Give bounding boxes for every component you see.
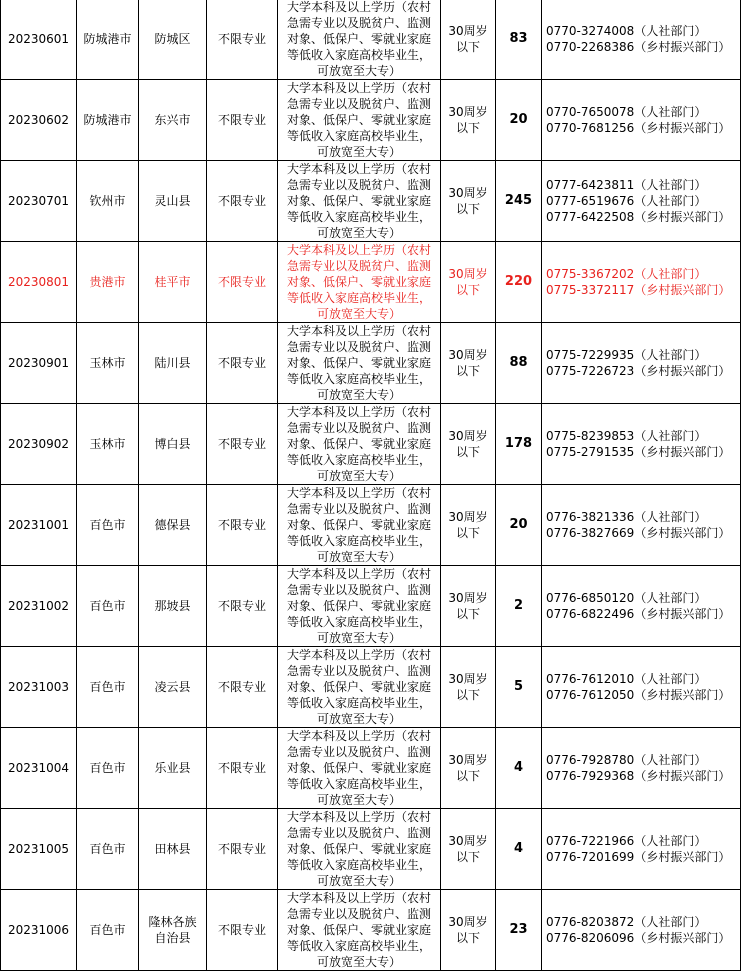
county-line: 隆林各族 xyxy=(148,915,197,929)
requirement-line: 等低收入家庭高校毕业生， xyxy=(286,615,431,629)
age-line: 以下 xyxy=(455,688,480,702)
county-cell xyxy=(139,485,207,566)
requirement-line: 对象、低保户、零就业家庭 xyxy=(286,437,431,451)
age-limit-cell xyxy=(441,242,496,323)
age-line: 30周岁 xyxy=(448,429,488,443)
contact-phones-cell xyxy=(542,404,741,485)
county-cell xyxy=(139,80,207,161)
headcount-cell: 88 xyxy=(496,323,542,404)
position-code-cell: 20230601 xyxy=(1,0,77,80)
contact-phone-line: 0777-6519676（人社部门） xyxy=(546,194,707,208)
requirement-line: 对象、低保户、零就业家庭 xyxy=(286,356,431,370)
age-limit-cell xyxy=(441,323,496,404)
county-cell xyxy=(139,566,207,647)
requirement-line: 大学本科及以上学历（农村 xyxy=(286,810,431,824)
contact-phone-line: 0770-7650078（人社部门） xyxy=(546,105,707,119)
age-limit-cell xyxy=(441,161,496,242)
age-line: 30周岁 xyxy=(448,510,488,524)
requirement-line: 急需专业以及脱贫户、监测 xyxy=(286,583,431,597)
contact-phone-line: 0776-7221966（人社部门） xyxy=(546,834,707,848)
contact-phones-cell xyxy=(542,890,741,971)
table-row xyxy=(1,809,741,890)
contact-phone-line: 0775-7229935（人社部门） xyxy=(546,348,707,362)
requirement-line: 急需专业以及脱贫户、监测 xyxy=(286,826,431,840)
contact-phone-line: 0776-7201699（乡村振兴部门） xyxy=(546,850,731,864)
contact-phone-line: 0775-3372117（乡村振兴部门） xyxy=(546,283,731,297)
requirement-line: 大学本科及以上学历（农村 xyxy=(286,486,431,500)
requirement-line: 对象、低保户、零就业家庭 xyxy=(286,680,431,694)
requirement-line: 急需专业以及脱贫户、监测 xyxy=(286,745,431,759)
major-cell: 不限专业 xyxy=(207,323,278,404)
requirement-line: 等低收入家庭高校毕业生， xyxy=(286,858,431,872)
contact-phone-line: 0776-7612050（乡村振兴部门） xyxy=(546,688,731,702)
requirement-line: 等低收入家庭高校毕业生， xyxy=(286,453,431,467)
requirement-line: 对象、低保户、零就业家庭 xyxy=(286,518,431,532)
city-cell: 玉林市 xyxy=(77,404,139,485)
requirement-line: 对象、低保户、零就业家庭 xyxy=(286,275,431,289)
contact-phone-line: 0776-6822496（乡村振兴部门） xyxy=(546,607,731,621)
headcount-cell: 83 xyxy=(496,0,542,80)
table-row xyxy=(1,890,741,971)
age-limit-cell xyxy=(441,0,496,80)
major-cell: 不限专业 xyxy=(207,0,278,80)
position-code-cell: 20230602 xyxy=(1,80,77,161)
city-cell: 百色市 xyxy=(77,647,139,728)
position-code-cell: 20230901 xyxy=(1,323,77,404)
county-cell xyxy=(139,647,207,728)
age-line: 30周岁 xyxy=(448,915,488,929)
age-limit-cell xyxy=(441,728,496,809)
requirement-line: 对象、低保户、零就业家庭 xyxy=(286,599,431,613)
requirement-line: 对象、低保户、零就业家庭 xyxy=(286,923,431,937)
age-line: 以下 xyxy=(455,607,480,621)
age-line: 以下 xyxy=(455,931,480,945)
age-line: 以下 xyxy=(455,769,480,783)
requirement-line: 等低收入家庭高校毕业生， xyxy=(286,372,431,386)
headcount-cell: 4 xyxy=(496,809,542,890)
age-line: 30周岁 xyxy=(448,105,488,119)
education-requirement-cell xyxy=(278,161,441,242)
requirement-line: 可放宽至大专） xyxy=(316,226,401,240)
age-line: 以下 xyxy=(455,283,480,297)
contact-phone-line: 0776-8203872（人社部门） xyxy=(546,915,707,929)
requirement-line: 大学本科及以上学历（农村 xyxy=(286,0,431,14)
headcount-cell: 4 xyxy=(496,728,542,809)
county-line: 自治县 xyxy=(154,931,191,945)
requirement-line: 急需专业以及脱贫户、监测 xyxy=(286,97,431,111)
county-line: 博白县 xyxy=(154,437,191,451)
age-line: 30周岁 xyxy=(448,672,488,686)
contact-phone-line: 0776-6850120（人社部门） xyxy=(546,591,707,605)
county-cell xyxy=(139,0,207,80)
position-code-cell: 20231002 xyxy=(1,566,77,647)
county-line: 桂平市 xyxy=(154,275,191,289)
headcount-cell: 23 xyxy=(496,890,542,971)
contact-phone-line: 0777-6423811（人社部门） xyxy=(546,178,707,192)
position-code-cell: 20231006 xyxy=(1,890,77,971)
contact-phone-line: 0776-7929368（乡村振兴部门） xyxy=(546,769,731,783)
requirement-line: 大学本科及以上学历（农村 xyxy=(286,324,431,338)
age-line: 以下 xyxy=(455,445,480,459)
education-requirement-cell xyxy=(278,242,441,323)
county-line: 凌云县 xyxy=(154,680,191,694)
county-line: 德保县 xyxy=(154,518,191,532)
position-code-cell: 20231003 xyxy=(1,647,77,728)
education-requirement-cell xyxy=(278,566,441,647)
requirement-line: 等低收入家庭高校毕业生， xyxy=(286,939,431,953)
table-row xyxy=(1,323,741,404)
requirement-line: 急需专业以及脱贫户、监测 xyxy=(286,16,431,30)
table-row xyxy=(1,161,741,242)
county-line: 防城区 xyxy=(154,32,191,46)
age-line: 以下 xyxy=(455,526,480,540)
requirement-line: 对象、低保户、零就业家庭 xyxy=(286,761,431,775)
education-requirement-cell xyxy=(278,485,441,566)
age-limit-cell xyxy=(441,809,496,890)
contact-phones-cell xyxy=(542,80,741,161)
county-line: 灵山县 xyxy=(154,194,191,208)
requirement-line: 急需专业以及脱贫户、监测 xyxy=(286,259,431,273)
requirement-line: 可放宽至大专） xyxy=(316,631,401,645)
requirement-line: 急需专业以及脱贫户、监测 xyxy=(286,907,431,921)
age-line: 以下 xyxy=(455,202,480,216)
contact-phone-line: 0775-2791535（乡村振兴部门） xyxy=(546,445,731,459)
table-row xyxy=(1,566,741,647)
major-cell: 不限专业 xyxy=(207,161,278,242)
major-cell: 不限专业 xyxy=(207,404,278,485)
county-line: 田林县 xyxy=(154,842,191,856)
requirement-line: 急需专业以及脱贫户、监测 xyxy=(286,664,431,678)
position-code-cell: 20231005 xyxy=(1,809,77,890)
contact-phone-line: 0775-8239853（人社部门） xyxy=(546,429,707,443)
age-limit-cell xyxy=(441,647,496,728)
contact-phone-line: 0776-3827669（乡村振兴部门） xyxy=(546,526,731,540)
city-cell: 百色市 xyxy=(77,566,139,647)
requirement-line: 等低收入家庭高校毕业生， xyxy=(286,129,431,143)
table-row xyxy=(1,404,741,485)
contact-phones-cell xyxy=(542,728,741,809)
education-requirement-cell xyxy=(278,728,441,809)
requirement-line: 急需专业以及脱贫户、监测 xyxy=(286,178,431,192)
headcount-cell: 20 xyxy=(496,485,542,566)
major-cell: 不限专业 xyxy=(207,80,278,161)
contact-phone-line: 0775-3367202（人社部门） xyxy=(546,267,707,281)
major-cell: 不限专业 xyxy=(207,566,278,647)
education-requirement-cell xyxy=(278,404,441,485)
major-cell: 不限专业 xyxy=(207,890,278,971)
requirement-line: 可放宽至大专） xyxy=(316,793,401,807)
city-cell: 百色市 xyxy=(77,890,139,971)
requirement-line: 急需专业以及脱贫户、监测 xyxy=(286,502,431,516)
age-limit-cell xyxy=(441,566,496,647)
requirement-line: 可放宽至大专） xyxy=(316,712,401,726)
requirement-line: 可放宽至大专） xyxy=(316,64,401,78)
county-cell xyxy=(139,161,207,242)
contact-phones-cell xyxy=(542,161,741,242)
education-requirement-cell xyxy=(278,323,441,404)
requirement-line: 可放宽至大专） xyxy=(316,307,401,321)
age-line: 30周岁 xyxy=(448,753,488,767)
education-requirement-cell xyxy=(278,0,441,80)
requirement-line: 急需专业以及脱贫户、监测 xyxy=(286,340,431,354)
major-cell: 不限专业 xyxy=(207,242,278,323)
requirement-line: 大学本科及以上学历（农村 xyxy=(286,729,431,743)
education-requirement-cell xyxy=(278,647,441,728)
major-cell: 不限专业 xyxy=(207,809,278,890)
city-cell: 防城港市 xyxy=(77,0,139,80)
requirement-line: 等低收入家庭高校毕业生， xyxy=(286,534,431,548)
county-cell xyxy=(139,890,207,971)
major-cell: 不限专业 xyxy=(207,647,278,728)
education-requirement-cell xyxy=(278,80,441,161)
contact-phone-line: 0770-3274008（人社部门） xyxy=(546,24,707,38)
headcount-cell: 2 xyxy=(496,566,542,647)
requirement-line: 大学本科及以上学历（农村 xyxy=(286,891,431,905)
contact-phones-cell xyxy=(542,485,741,566)
age-line: 以下 xyxy=(455,40,480,54)
requirement-line: 大学本科及以上学历（农村 xyxy=(286,567,431,581)
requirement-line: 对象、低保户、零就业家庭 xyxy=(286,32,431,46)
requirement-line: 可放宽至大专） xyxy=(316,469,401,483)
contact-phones-cell xyxy=(542,323,741,404)
contact-phones-cell xyxy=(542,647,741,728)
requirement-line: 大学本科及以上学历（农村 xyxy=(286,81,431,95)
contact-phone-line: 0776-3821336（人社部门） xyxy=(546,510,707,524)
county-line: 那坡县 xyxy=(154,599,191,613)
city-cell: 玉林市 xyxy=(77,323,139,404)
county-cell xyxy=(139,323,207,404)
position-code-cell: 20230701 xyxy=(1,161,77,242)
education-requirement-cell xyxy=(278,890,441,971)
requirement-line: 等低收入家庭高校毕业生， xyxy=(286,696,431,710)
contact-phone-line: 0776-7612010（人社部门） xyxy=(546,672,707,686)
requirement-line: 可放宽至大专） xyxy=(316,145,401,159)
requirement-line: 可放宽至大专） xyxy=(316,874,401,888)
contact-phones-cell xyxy=(542,0,741,80)
table-row xyxy=(1,647,741,728)
contact-phone-line: 0770-2268386（乡村振兴部门） xyxy=(546,40,731,54)
requirement-line: 大学本科及以上学历（农村 xyxy=(286,243,431,257)
major-cell: 不限专业 xyxy=(207,728,278,809)
age-line: 以下 xyxy=(455,121,480,135)
major-cell: 不限专业 xyxy=(207,485,278,566)
county-cell xyxy=(139,242,207,323)
position-code-cell: 20231001 xyxy=(1,485,77,566)
headcount-cell: 220 xyxy=(496,242,542,323)
county-line: 东兴市 xyxy=(154,113,191,127)
age-line: 30周岁 xyxy=(448,267,488,281)
city-cell: 贵港市 xyxy=(77,242,139,323)
age-line: 以下 xyxy=(455,850,480,864)
age-line: 30周岁 xyxy=(448,348,488,362)
position-code-cell: 20230902 xyxy=(1,404,77,485)
requirement-line: 等低收入家庭高校毕业生， xyxy=(286,48,431,62)
county-line: 陆川县 xyxy=(154,356,191,370)
requirement-line: 可放宽至大专） xyxy=(316,955,401,969)
contact-phone-line: 0775-7226723（乡村振兴部门） xyxy=(546,364,731,378)
county-cell xyxy=(139,728,207,809)
age-limit-cell xyxy=(441,404,496,485)
contact-phones-cell xyxy=(542,566,741,647)
city-cell: 百色市 xyxy=(77,728,139,809)
headcount-cell: 178 xyxy=(496,404,542,485)
age-limit-cell xyxy=(441,485,496,566)
age-limit-cell xyxy=(441,890,496,971)
requirement-line: 对象、低保户、零就业家庭 xyxy=(286,194,431,208)
city-cell: 百色市 xyxy=(77,809,139,890)
contact-phones-cell xyxy=(542,242,741,323)
education-requirement-cell xyxy=(278,809,441,890)
headcount-cell: 5 xyxy=(496,647,542,728)
county-line: 乐业县 xyxy=(154,761,191,775)
age-line: 30周岁 xyxy=(448,591,488,605)
requirement-line: 大学本科及以上学历（农村 xyxy=(286,648,431,662)
contact-phones-cell xyxy=(542,809,741,890)
headcount-cell: 245 xyxy=(496,161,542,242)
contact-phone-line: 0776-8206096（乡村振兴部门） xyxy=(546,931,731,945)
city-cell: 钦州市 xyxy=(77,161,139,242)
position-code-cell: 20231004 xyxy=(1,728,77,809)
requirement-line: 对象、低保户、零就业家庭 xyxy=(286,842,431,856)
table-row xyxy=(1,242,741,323)
age-limit-cell xyxy=(441,80,496,161)
headcount-cell: 20 xyxy=(496,80,542,161)
contact-phone-line: 0770-7681256（乡村振兴部门） xyxy=(546,121,731,135)
table-body xyxy=(1,0,741,971)
age-line: 以下 xyxy=(455,364,480,378)
city-cell: 百色市 xyxy=(77,485,139,566)
county-cell xyxy=(139,809,207,890)
requirement-line: 对象、低保户、零就业家庭 xyxy=(286,113,431,127)
age-line: 30周岁 xyxy=(448,186,488,200)
requirement-line: 可放宽至大专） xyxy=(316,550,401,564)
age-line: 30周岁 xyxy=(448,834,488,848)
requirement-line: 急需专业以及脱贫户、监测 xyxy=(286,421,431,435)
contact-phone-line: 0777-6422508（乡村振兴部门） xyxy=(546,210,731,224)
county-cell xyxy=(139,404,207,485)
requirement-line: 可放宽至大专） xyxy=(316,388,401,402)
requirement-line: 大学本科及以上学历（农村 xyxy=(286,405,431,419)
city-cell: 防城港市 xyxy=(77,80,139,161)
requirement-line: 大学本科及以上学历（农村 xyxy=(286,162,431,176)
table-row xyxy=(1,728,741,809)
table-row xyxy=(1,80,741,161)
table-row xyxy=(1,485,741,566)
requirement-line: 等低收入家庭高校毕业生， xyxy=(286,210,431,224)
contact-phone-line: 0776-7928780（人社部门） xyxy=(546,753,707,767)
age-line: 30周岁 xyxy=(448,24,488,38)
requirement-line: 等低收入家庭高校毕业生， xyxy=(286,291,431,305)
table-row xyxy=(1,0,741,80)
position-code-cell: 20230801 xyxy=(1,242,77,323)
requirement-line: 等低收入家庭高校毕业生， xyxy=(286,777,431,791)
